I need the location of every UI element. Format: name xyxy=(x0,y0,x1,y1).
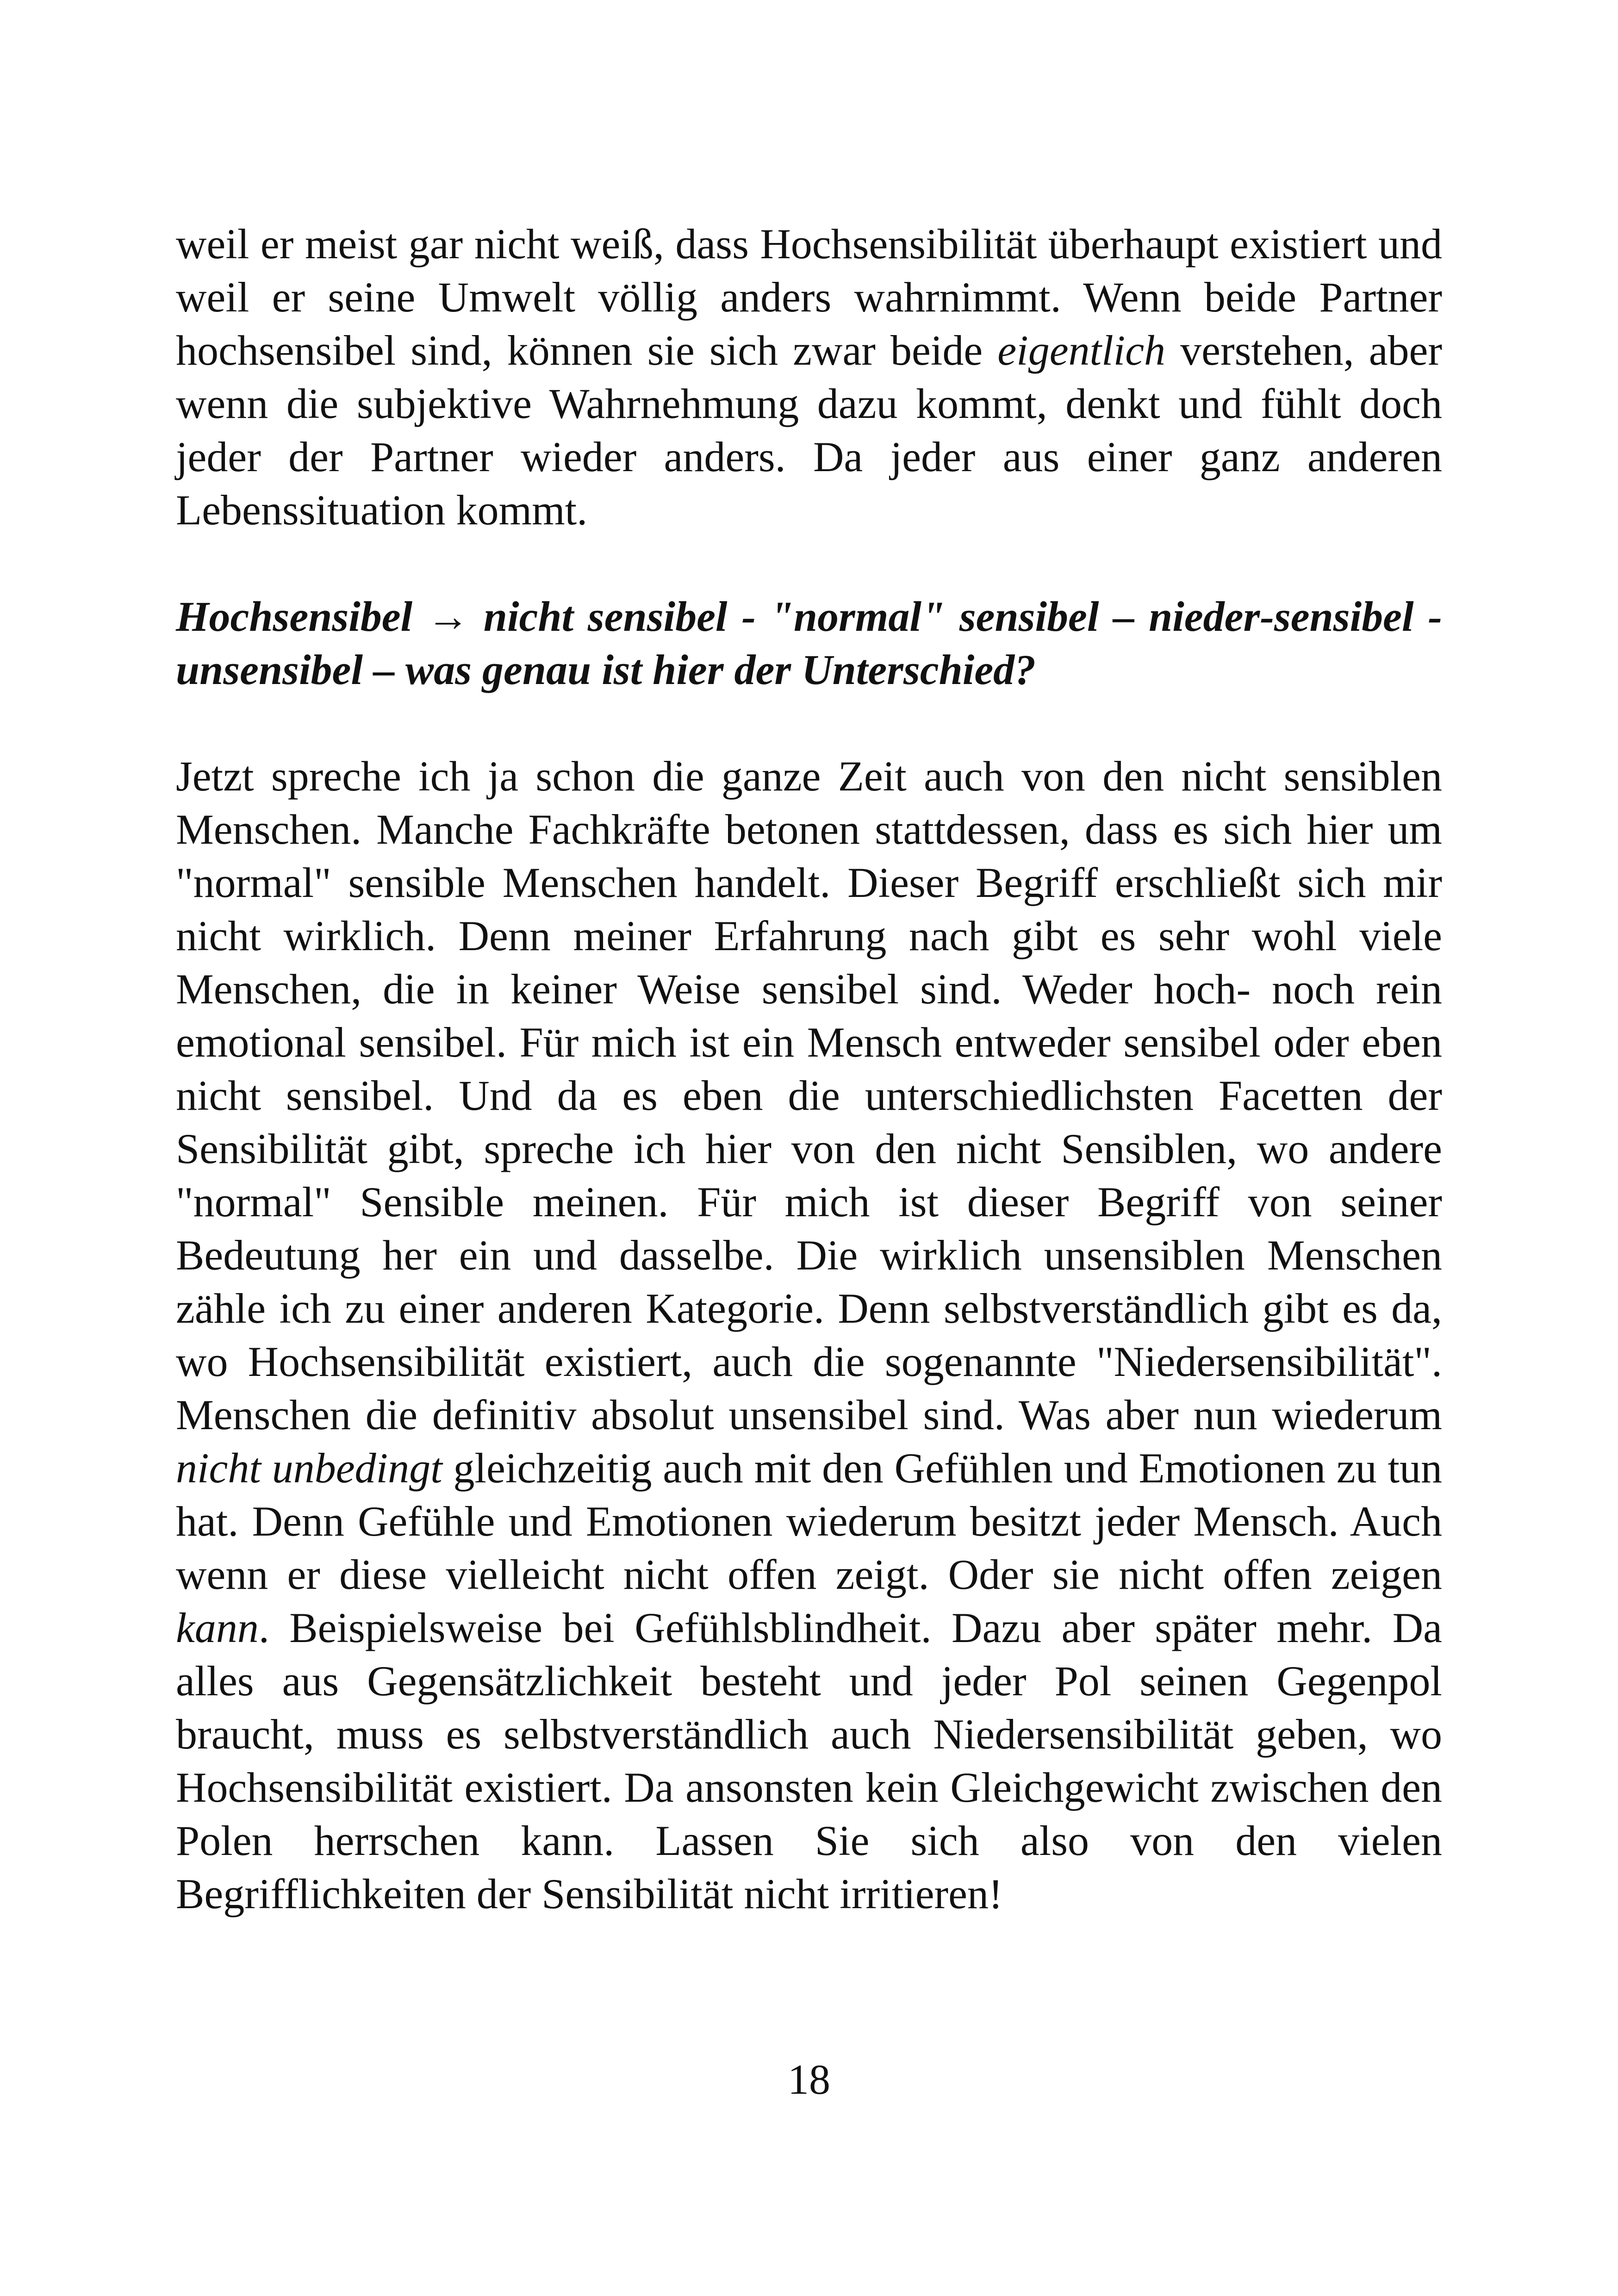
paragraph-2-text-a: Jetzt spreche ich ja schon die ganze Zeit auch von den nicht sensiblen Menschen. Manche Fachkräfte betonen stattdessen, dass es sich hier um "normal" sensible Menschen handelt. Dieser Begriff erschließt sich mir nicht wirklich. Denn meiner Erfahrung nach gibt es sehr wohl viele Menschen, die in keiner Weise sensibel sind. Weder hoch- noch rein emotional sensibel. Für mich ist ein Mensch entweder sensibel oder eben nicht sensibel. Und da es eben die unterschiedlichsten Facetten der Sensibilität gibt, spreche ich hier von den nicht Sensiblen, wo andere "normal" Sensible meinen. Für mich ist dieser Begriff von seiner Bedeutung her ein und dasselbe. Die wirklich unsensiblen Menschen zähle ich zu einer anderen Kategorie. Denn selbstverständlich gibt es da, wo Hochsensibilität existiert, auch die sogenannte "Niedersensibilität". Menschen die definitiv absolut unsensibel sind. Was aber nun wiederum xyxy=(176,753,1442,1438)
paragraph-1-emphasis: eigentlich xyxy=(997,327,1166,374)
section-heading: Hochsensibel → nicht sensibel - "normal" sensibel – nieder-sensibel - unsensibel – was genau ist hier der Unterschied? xyxy=(176,593,1442,693)
paragraph-2-emphasis-a: nicht unbedingt xyxy=(176,1444,442,1492)
page-number: 18 xyxy=(788,2056,830,2103)
paragraph-1-text-b: verstehen, aber wenn die subjektive Wahrnehmung dazu kommt, denkt und fühlt doch jeder der Partner wieder anders. Da jeder aus einer ganz anderen Lebenssituation kommt. xyxy=(176,327,1442,534)
paragraph-2-text-b: gleichzeitig auch mit den Gefühlen und Emotionen zu tun hat. Denn Gefühle und Emotionen wiederum besitzt jeder Mensch. Auch wenn er diese vielleicht nicht offen zeigt. Oder sie nicht offen zeigen xyxy=(176,1444,1442,1598)
paragraph-2-emphasis-b: kann xyxy=(176,1604,259,1651)
paragraph-2 xyxy=(176,750,1442,1921)
page-body xyxy=(176,218,1442,1921)
paragraph-1 xyxy=(176,218,1442,537)
paragraph-1-text-a: weil er meist gar nicht weiß, dass Hochsensibilität überhaupt existiert und weil er seine Umwelt völlig anders wahrnimmt. Wenn beide Partner hochsensibel sind, können sie sich zwar beide xyxy=(176,220,1442,374)
paragraph-2-text-c: . Beispielsweise bei Gefühlsblindheit. Dazu aber später mehr. Da alles aus Gegensätzlichkeit besteht und jeder Pol seinen Gegenpol braucht, muss es selbstverständlich auch Niedersensibilität geben, wo Hochsensibilität existiert. Da ansonsten kein Gleichgewicht zwischen den Polen herrschen kann. Lassen Sie sich also von den vielen Begrifflichkeiten der Sensibilität nicht irritieren! xyxy=(176,1604,1442,1917)
